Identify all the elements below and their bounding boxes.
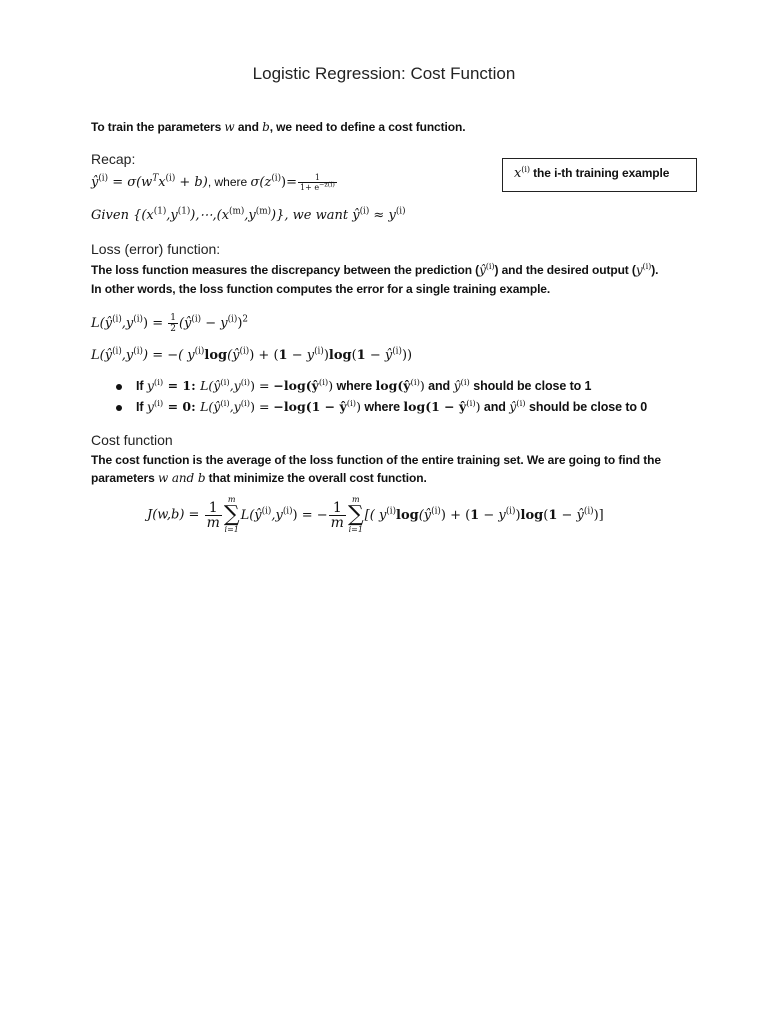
- cond: = 0:: [163, 399, 201, 414]
- sup: (i): [153, 377, 164, 388]
- bullet-list: [116, 378, 647, 420]
- we-want: we want: [292, 208, 353, 223]
- frac-num: 1: [298, 173, 337, 183]
- sup: (i): [133, 346, 143, 357]
- sup: (i): [505, 506, 516, 517]
- c: ) + (: [249, 348, 279, 363]
- yhat: ŷ: [453, 378, 461, 393]
- rhs-a: ) = −( y: [142, 348, 195, 363]
- one-over-m: [205, 501, 222, 530]
- log: log: [328, 348, 352, 363]
- sup: (i): [271, 173, 282, 184]
- sigma-icon: ∑: [223, 502, 240, 527]
- log-end: ): [475, 399, 481, 414]
- recap-heading: Recap:: [91, 151, 136, 167]
- yhat: ŷ: [91, 175, 99, 190]
- sup: (i): [583, 506, 594, 517]
- rhs-minus: − y: [201, 316, 228, 331]
- where: where: [361, 400, 404, 414]
- sup-T: T: [152, 173, 159, 184]
- intro-post: , we need to define a cost function.: [269, 120, 466, 134]
- and: and: [424, 379, 454, 393]
- intro-b: b: [262, 120, 270, 134]
- sup: (m): [255, 206, 272, 217]
- lhs: L(ŷ: [91, 316, 113, 331]
- b5: (: [543, 507, 549, 523]
- b4: ): [515, 507, 521, 523]
- e: (: [351, 348, 357, 363]
- b6: )]: [593, 507, 604, 523]
- sup: (i): [318, 377, 329, 388]
- desc-text: that minimize the overall cost function.: [205, 471, 427, 485]
- sup: (i): [220, 398, 230, 409]
- den: m: [206, 514, 220, 531]
- minus-yhat: − ŷ: [557, 507, 584, 523]
- sum-bottom: i=1: [348, 525, 363, 534]
- rhs-end: ): [356, 399, 362, 414]
- definition-box-text: [514, 166, 669, 181]
- comma: ,y: [229, 378, 241, 393]
- comma: ,y: [121, 316, 134, 331]
- sup: (i): [516, 398, 526, 409]
- intro-w: w: [224, 120, 235, 134]
- log-end: ): [419, 378, 425, 393]
- log: log(1 − ŷ: [403, 399, 467, 414]
- one: 1: [470, 507, 480, 523]
- rhs: −log(1 − ŷ: [273, 399, 347, 414]
- log: log: [520, 507, 544, 523]
- yhat: ŷ: [352, 208, 360, 223]
- f: )): [401, 348, 413, 363]
- x-sym: x: [514, 166, 522, 181]
- sup: (i): [240, 398, 251, 409]
- sup: (i): [314, 346, 324, 357]
- loss-desc-1: [91, 263, 658, 277]
- sup: (i): [460, 377, 470, 388]
- sup: (i): [191, 314, 202, 325]
- lhs: L(ŷ: [200, 378, 221, 393]
- log: log: [396, 507, 419, 523]
- y: y: [146, 399, 154, 414]
- cost-equation: [147, 496, 604, 534]
- sup: (i): [112, 346, 122, 357]
- rhs: −log(ŷ: [273, 378, 319, 393]
- intro-pre: To train the parameters: [91, 120, 225, 134]
- one: 1: [356, 348, 366, 363]
- intro-and: and: [234, 120, 263, 134]
- given-equation: [91, 208, 406, 223]
- sup: (i): [346, 398, 357, 409]
- sup: (i): [153, 398, 164, 409]
- x: x: [158, 175, 166, 190]
- yhat: ŷ: [479, 263, 486, 277]
- bullet-item: [116, 378, 647, 399]
- given-dots: ),⋯,(x: [190, 208, 230, 223]
- desc-text: parameters: [91, 471, 158, 485]
- tail: should be close to 1: [469, 379, 592, 393]
- intro-text: [91, 120, 465, 134]
- rhs-a: (ŷ: [178, 316, 192, 331]
- eq: ) =: [142, 316, 168, 331]
- eq: ) =: [250, 378, 274, 393]
- num: 1: [205, 501, 222, 516]
- sigma-eq: = σ(w: [108, 175, 153, 190]
- lhs: L(ŷ: [200, 399, 221, 414]
- comma: ,y: [121, 348, 134, 363]
- sup: (i): [466, 398, 476, 409]
- page-title: Logistic Regression: Cost Function: [252, 64, 516, 83]
- den: m: [330, 514, 344, 531]
- sup: (i): [240, 377, 251, 388]
- sup: (i): [485, 261, 495, 271]
- minus-yhat: − ŷ: [365, 348, 393, 363]
- sup: (i): [261, 506, 272, 517]
- bullet-icon: [116, 405, 122, 411]
- eq: ) =: [250, 399, 274, 414]
- and: and: [480, 400, 510, 414]
- sup: (i): [431, 506, 441, 517]
- log: log: [204, 348, 228, 363]
- rhs-end: ): [237, 316, 243, 331]
- desc-text: The loss function measures the discrepancy between the prediction (: [91, 263, 480, 277]
- sup: (i): [395, 206, 406, 217]
- b3: ) + (: [440, 507, 471, 523]
- yhat: ŷ: [509, 399, 517, 414]
- num: 1: [329, 501, 346, 516]
- recap-equation: [91, 173, 338, 192]
- sup: (i): [133, 314, 143, 325]
- y: y: [146, 378, 154, 393]
- loss-equation-2: [91, 348, 412, 363]
- one-over-m-2: [329, 501, 346, 530]
- one: 1: [548, 507, 558, 523]
- sup: (i): [112, 314, 122, 325]
- sup: (i): [282, 506, 293, 517]
- comma: ,y: [229, 399, 241, 414]
- sigma-z: σ(z: [250, 175, 272, 190]
- loss-desc-2: In other words, the loss function computes the error for a single training example.: [91, 282, 551, 296]
- sigma-icon: ∑: [347, 502, 364, 527]
- sum-symbol-2: [348, 496, 364, 534]
- desc-text: ) and the desired output (: [494, 263, 636, 277]
- close-eq: )=: [281, 175, 297, 190]
- y: y: [635, 263, 643, 277]
- sup: (i): [359, 206, 370, 217]
- b: b: [197, 471, 206, 485]
- given-mid: ,y: [244, 208, 256, 223]
- loss-heading: Loss (error) function:: [91, 241, 221, 257]
- w: w: [157, 471, 169, 485]
- cost-heading: Cost function: [91, 432, 173, 448]
- approx: ≈ y: [369, 208, 396, 223]
- sup: (i): [98, 173, 109, 184]
- one: 1: [278, 348, 288, 363]
- close: ) = −: [292, 507, 328, 523]
- desc-text: ).: [651, 263, 659, 277]
- where: where: [333, 379, 376, 393]
- sup: (i): [194, 346, 205, 357]
- given-mid: ,y: [166, 208, 178, 223]
- log: log(ŷ: [375, 378, 411, 393]
- sup: (i): [386, 506, 397, 517]
- num: 1: [170, 313, 176, 323]
- bullet-icon: [116, 384, 122, 390]
- cost-desc-1: The cost function is the average of the loss function of the entire training set. We are going to find the: [91, 453, 661, 467]
- sum-bottom: i=1: [224, 525, 239, 534]
- cond: = 1:: [163, 378, 201, 393]
- plus-b: + b): [175, 175, 208, 190]
- loss-equation-1: [91, 313, 248, 334]
- bracket-open: [( y: [364, 507, 387, 523]
- sup: (i): [410, 377, 420, 388]
- b2: (ŷ: [418, 507, 432, 523]
- frac-den: $1+ e^{-z(i)}$: [300, 180, 335, 192]
- d: ): [323, 348, 329, 363]
- sup: (1): [153, 206, 167, 217]
- cost-desc-2: [91, 471, 427, 485]
- sup: (i): [239, 346, 250, 357]
- comma: ,y: [271, 507, 283, 523]
- tail: should be close to 0: [525, 400, 648, 414]
- if-text: If: [136, 379, 147, 393]
- given-text: Given {(x: [91, 208, 154, 223]
- where-text: , where: [207, 175, 251, 189]
- sup: (m): [229, 206, 245, 217]
- b: (ŷ: [227, 348, 240, 363]
- sup: (i): [227, 314, 238, 325]
- rhs-end: ): [328, 378, 334, 393]
- den: 2: [170, 324, 176, 334]
- sum-top: m: [352, 495, 360, 504]
- minus-y: − y: [287, 348, 315, 363]
- if-text: If: [136, 400, 147, 414]
- square: 2: [242, 314, 249, 325]
- L: L(ŷ: [240, 507, 262, 523]
- sup: (i): [165, 173, 176, 184]
- lhs: L(ŷ: [91, 348, 113, 363]
- half-fraction: [168, 313, 178, 334]
- given-end: )},: [271, 208, 293, 223]
- bullet-item: [116, 399, 647, 420]
- sup: (i): [642, 261, 652, 271]
- sum-symbol: [224, 496, 240, 534]
- and: and: [168, 471, 198, 485]
- minus-y: − y: [479, 507, 506, 523]
- sup: (i): [220, 377, 230, 388]
- x-sup: (i): [521, 164, 530, 174]
- sum-top: m: [227, 495, 236, 504]
- sigmoid-fraction: [298, 173, 337, 192]
- box-label: the i-th training example: [529, 166, 670, 180]
- J: J(w,b) =: [147, 507, 204, 523]
- sup: (1): [177, 206, 191, 217]
- sup: (i): [392, 346, 402, 357]
